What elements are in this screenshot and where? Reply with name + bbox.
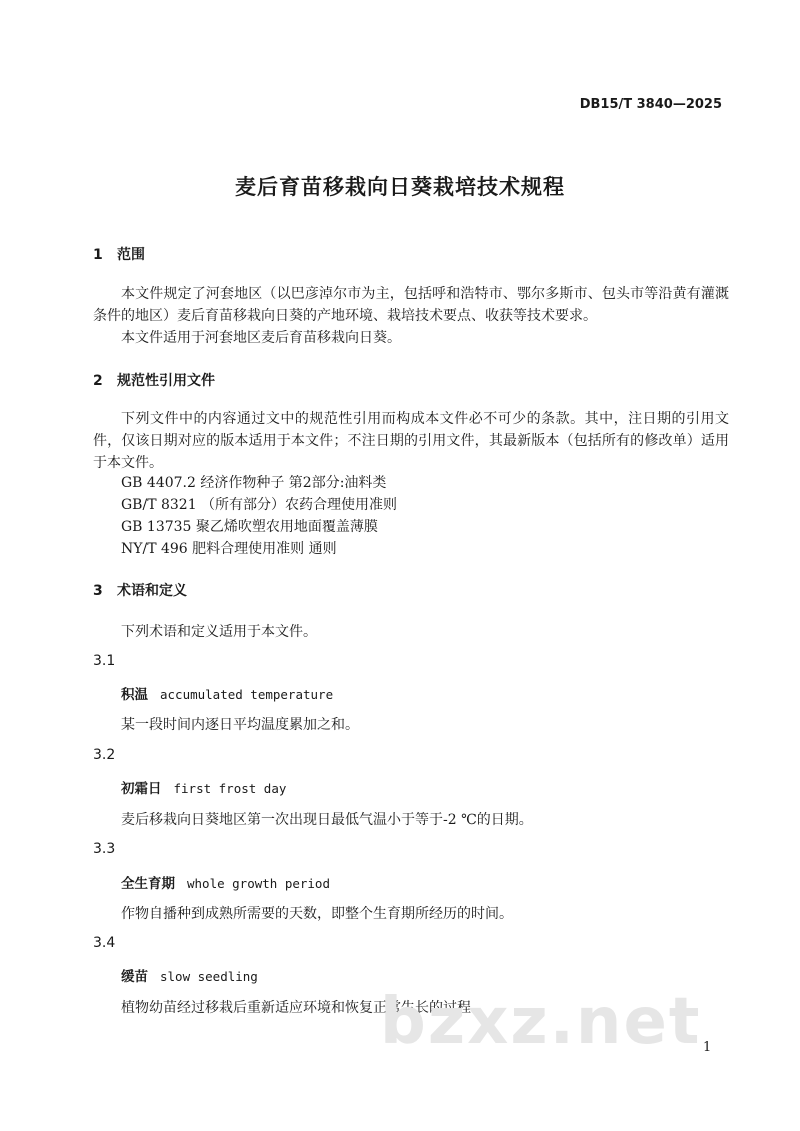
section-2-heading	[93, 370, 215, 390]
reference-item: GB 13735 聚乙烯吹塑农用地面覆盖薄膜	[121, 519, 378, 535]
section-title: 术语和定义	[117, 583, 187, 599]
term-number: 3.3	[93, 841, 116, 857]
term-definition: 某一段时间内逐日平均温度累加之和。	[121, 717, 359, 733]
term-english: whole growth period	[187, 876, 330, 891]
section-number: 1	[93, 247, 103, 263]
document-number: DB15/T 3840—2025	[579, 97, 722, 112]
term-definition: 作物自播种到成熟所需要的天数，即整个生育期所经历的时间。	[121, 906, 513, 922]
term-name	[121, 683, 333, 703]
term-chinese: 积温	[121, 687, 148, 703]
section-1-heading	[93, 244, 145, 264]
term-name	[121, 872, 330, 892]
term-name	[121, 777, 286, 797]
reference-item: GB/T 8321 （所有部分）农药合理使用准则	[121, 497, 398, 513]
section-3-heading	[93, 580, 187, 600]
section-title: 规范性引用文件	[117, 373, 215, 389]
term-chinese: 缓苗	[121, 969, 148, 985]
term-number: 3.2	[93, 747, 116, 763]
document-title: 麦后育苗移栽向日葵栽培技术规程	[235, 175, 565, 199]
reference-item: GB 4407.2 经济作物种子 第2部分:油料类	[121, 475, 387, 491]
watermark: bzxz.net	[380, 985, 702, 1059]
section-title: 范围	[117, 247, 145, 263]
term-english: slow seedling	[160, 969, 258, 984]
term-definition: 麦后移栽向日葵地区第一次出现日最低气温小于等于-2 ℃的日期。	[121, 812, 533, 828]
term-number: 3.1	[93, 653, 116, 669]
term-chinese: 初霜日	[121, 781, 162, 797]
term-name	[121, 965, 258, 985]
term-number: 3.4	[93, 935, 116, 951]
term-english: first frost day	[173, 781, 287, 796]
section-3-intro: 下列术语和定义适用于本文件。	[121, 624, 317, 640]
reference-item: NY/T 496 肥料合理使用准则 通则	[121, 541, 337, 557]
section-number: 2	[93, 373, 103, 389]
section-number: 3	[93, 583, 103, 599]
section-2-paragraph-1: 下列文件中的内容通过文中的规范性引用而构成本文件必不可少的条款。其中，注日期的引用文件，仅该日期对应的版本适用于本文件；不注日期的引用文件，其最新版本（包括所有的修改单）适用于本文件。	[93, 411, 729, 471]
term-definition: 植物幼苗经过移栽后重新适应环境和恢复正常生长的过程。	[121, 1000, 485, 1016]
page-number: 1	[703, 1040, 712, 1055]
section-1-paragraph-2: 本文件适用于河套地区麦后育苗移栽向日葵。	[121, 330, 401, 346]
term-chinese: 全生育期	[121, 876, 175, 892]
section-1-paragraph-1: 本文件规定了河套地区（以巴彦淖尔市为主，包括呼和浩特市、鄂尔多斯市、包头市等沿黄有灌溉条件的地区）麦后育苗移栽向日葵的产地环境、栽培技术要点、收获等技术要求。	[93, 286, 729, 324]
term-english: accumulated temperature	[160, 687, 334, 702]
